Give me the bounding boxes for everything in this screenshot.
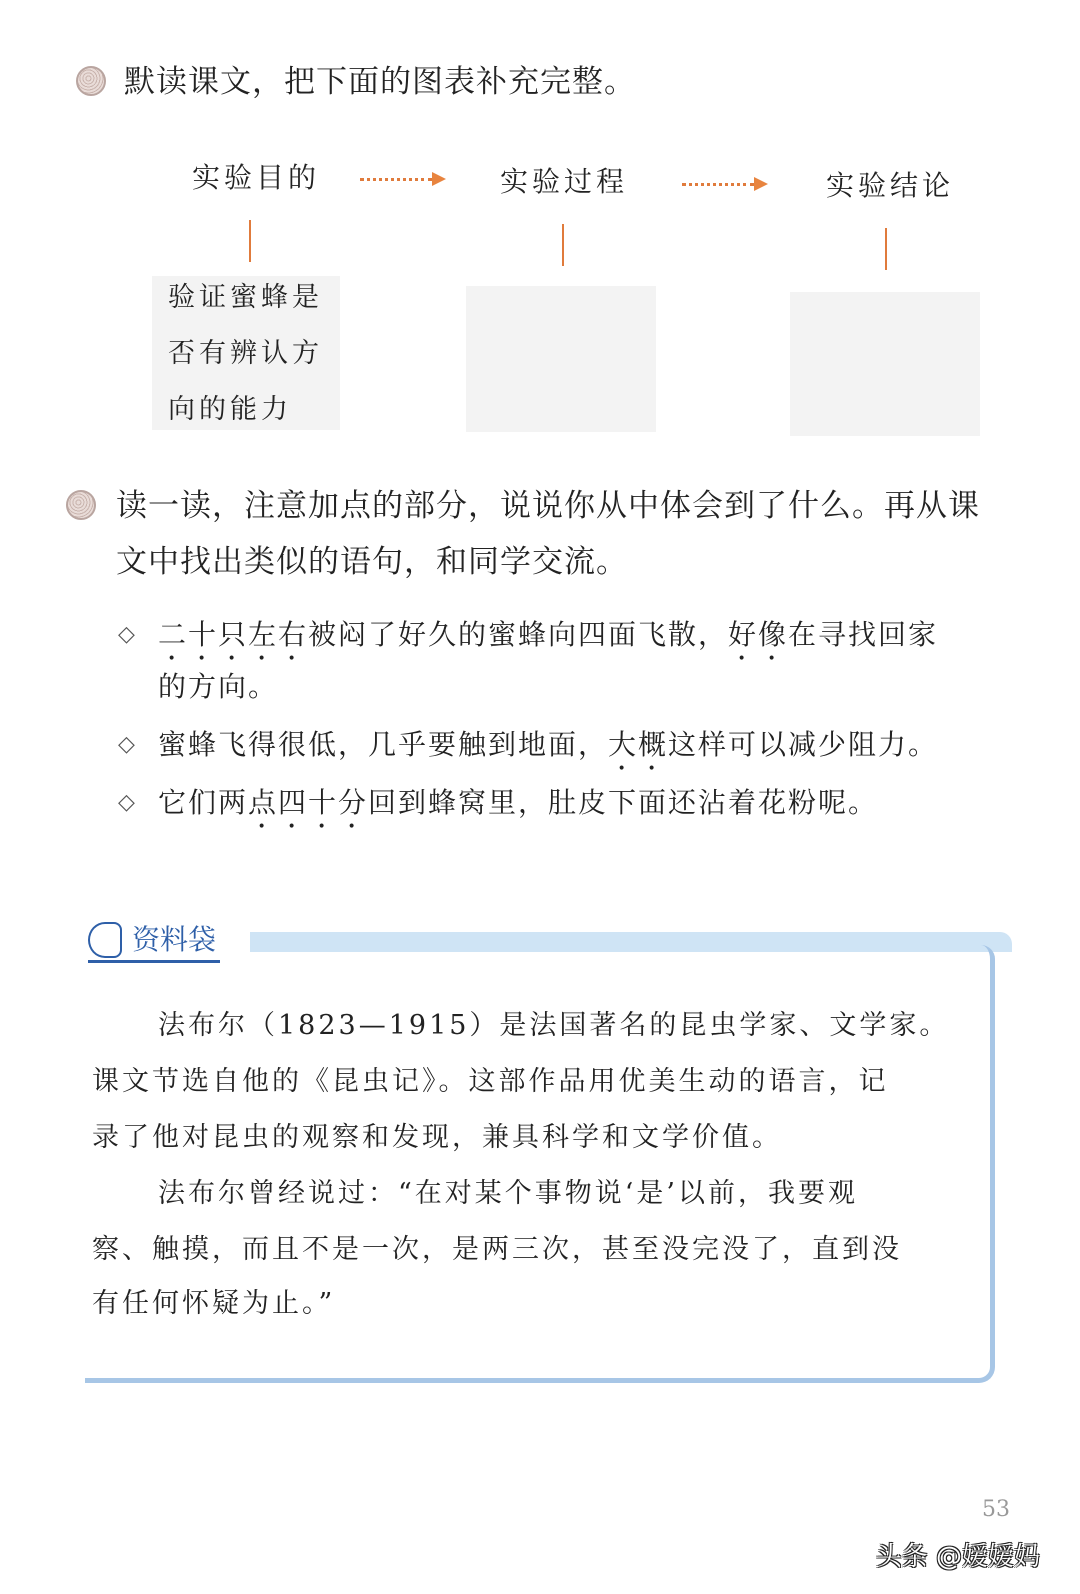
sentence-text: 被闷了好久的蜜蜂向四面飞散， [308, 618, 729, 651]
diamond-bullet-icon: ◇ [118, 790, 135, 815]
process-answer-box[interactable] [466, 286, 656, 432]
sentence-line [158, 784, 878, 835]
arrow-icon [360, 178, 432, 181]
sentence-text: 蜜蜂飞得很低，几乎要触到地面， [158, 728, 609, 761]
connector-line [249, 220, 251, 262]
resource-line: 录了他对昆虫的观察和发现，兼具科学和文学价值。 [92, 1122, 782, 1153]
emphasized-text: 点四十分 [248, 786, 369, 819]
connector-line [562, 224, 564, 266]
flow-label-process: 实验过程 [500, 165, 629, 198]
purpose-box [152, 276, 340, 430]
sentence-line [158, 668, 278, 706]
connector-line [885, 228, 887, 270]
purpose-line: 验证蜜蜂是 [168, 282, 323, 313]
sentence-text: 这样可以减少阻力。 [668, 728, 939, 761]
purpose-line: 向的能力 [168, 394, 292, 425]
section2-instruction-line: 读一读，注意加点的部分，说说你从中体会到了什么。再从课 [116, 488, 980, 524]
emphasized-text: 大概 [608, 728, 669, 761]
flow-label-purpose: 实验目的 [192, 161, 321, 194]
resource-line: 课文节选自他的《昆虫记》。这部作品用优美生动的语言，记 [92, 1066, 889, 1097]
sentence-text: 回到蜂窝里，肚皮下面还沾着花粉呢。 [368, 786, 879, 819]
resource-line: 法布尔（1823—1915）是法国著名的昆虫学家、文学家。 [158, 1010, 950, 1041]
watermark: 头条 @嫒嫒妈 [875, 1542, 1040, 1572]
conclusion-answer-box[interactable] [790, 292, 980, 436]
resource-title: 资料袋 [132, 923, 217, 956]
sentence-line [158, 616, 938, 667]
sentence-text: 的方向。 [158, 670, 279, 703]
folder-bag-icon [88, 922, 122, 958]
resource-line: 有任何怀疑为止。” [92, 1288, 336, 1319]
resource-title-underline [88, 960, 220, 963]
exercise-icon [66, 490, 96, 520]
resource-line: 察、触摸，而且不是一次，是两三次，甚至没完没了，直到没 [92, 1234, 902, 1265]
emphasized-text: 好像 [728, 618, 789, 651]
page-number: 53 [982, 1497, 1010, 1522]
diamond-bullet-icon: ◇ [118, 732, 135, 757]
sentence-line [158, 726, 938, 777]
section2-instruction-line: 文中找出类似的语句，和同学交流。 [116, 544, 628, 580]
exercise-icon [76, 66, 106, 96]
resource-line: 法布尔曾经说过：“在对某个事物说‘是’以前，我要观 [158, 1178, 858, 1209]
arrow-icon [682, 183, 754, 186]
sentence-text: 它们两 [158, 786, 249, 819]
flow-label-conclusion: 实验结论 [826, 169, 955, 202]
sentence-text: 在寻找回家 [788, 618, 939, 651]
section1-instruction: 默读课文，把下面的图表补充完整。 [124, 64, 636, 100]
emphasized-text: 二十只左右 [158, 618, 309, 651]
purpose-line: 否有辨认方 [168, 338, 323, 369]
diamond-bullet-icon: ◇ [118, 622, 135, 647]
